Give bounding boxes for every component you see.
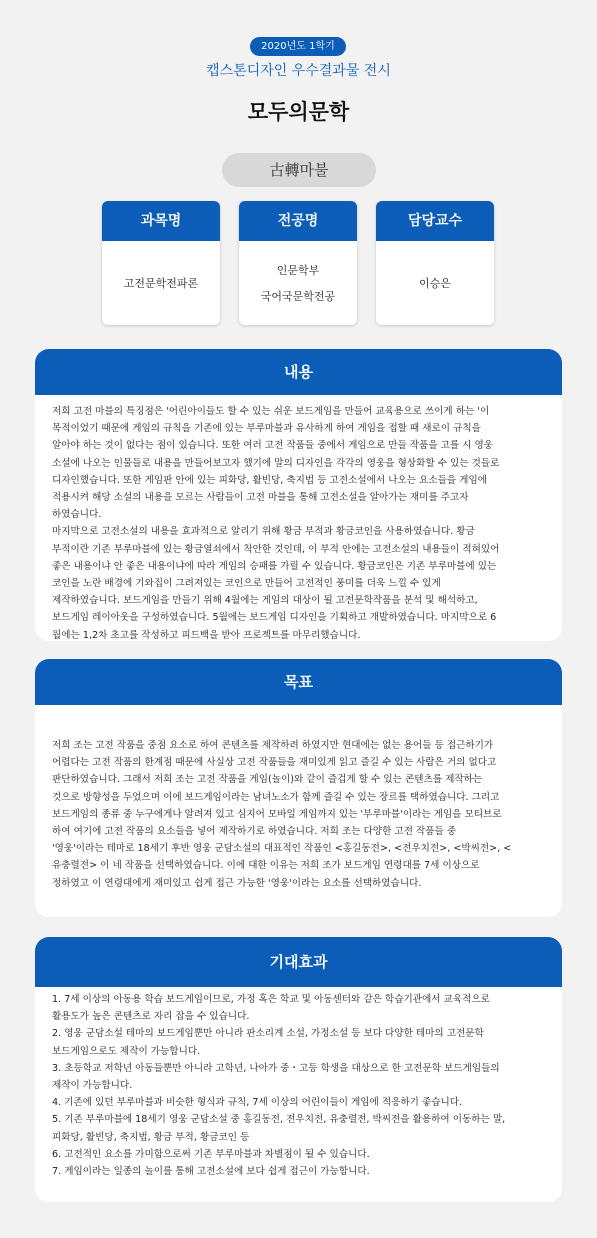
professor-card-label: 담당교수 [376, 201, 494, 241]
text-line: 7. 게임이라는 일종의 놀이를 통해 고전소설에 보다 쉽게 접근이 가능합니다. [52, 1166, 370, 1178]
content-section [35, 349, 562, 641]
header-area [0, 0, 597, 340]
goal-section [35, 659, 562, 917]
text-line: 정하였고 이 연령대에게 재미있고 쉽게 접근 가능한 '영웅'이라는 요소를 선택하였습니다. [52, 877, 422, 889]
text-line: 마지막으로 고전소설의 내용을 효과적으로 알리기 위해 황금 부적과 황금코인을 사용하였습니다. 황금 [52, 526, 475, 538]
text-line: 2. 영웅 군담소설 테마의 보드게임뿐만 아니라 판소리계 소설, 가정소설 등 보다 다양한 테마의 고전문학 [52, 1028, 484, 1040]
goal-section-text [35, 705, 562, 892]
text-line: 피화당, 활빈당, 축지법, 황금 부적, 황금코인 등 [52, 1131, 250, 1143]
effect-section-text [35, 987, 562, 1180]
exhibit-title: 캡스톤디자인 우수결과물 전시 [206, 63, 391, 79]
content-section-text [35, 395, 562, 641]
effect-section-title: 기대효과 [35, 937, 562, 987]
text-line: 알아야 하는 것이 없다는 점이 있습니다. 또한 여러 고전 작품들 중에서 게임으로 만들 작품을 고를 시 영웅 [52, 440, 494, 452]
text-line: 하여 여기에 고전 작품의 요소들을 넣어 제작하기로 하였습니다. 저희 조는 다양한 고전 작품들 중 [52, 826, 457, 838]
project-name-pill: 古轉마불 [222, 153, 376, 187]
text-line: 저희 고전 마블의 특징점은 '어린아이들도 할 수 있는 쉬운 보드게임을 만들어 교육용으로 쓰이게 하는 '이 [52, 406, 490, 417]
text-line: 3. 초등학교 저학년 아동들뿐만 아니라 고학년, 나아가 중・고등 학생을 대상으로 한 고전문학 보드게임들의 [52, 1062, 500, 1074]
course-card-body [102, 241, 220, 325]
text-line: 저희 조는 고전 작품을 중점 요소로 하여 콘텐츠를 제작하려 하였지만 현대에는 없는 용어들 등 접근하기가 [52, 740, 494, 751]
text-line: 목적이었기 때문에 게임의 규칙을 기존에 있는 부루마블과 유사하게 하여 게임을 접할 때 새로이 규칙을 [52, 423, 481, 435]
major-card-body [239, 241, 357, 325]
goal-section-title: 목표 [35, 659, 562, 705]
text-line: 유충렬전> 이 네 작품을 선택하였습니다. 이에 대한 이유는 저희 조가 보드게임 연령대를 7세 이상으로 [52, 860, 480, 872]
team-name: 모두의문학 [247, 100, 350, 124]
text-line: 소설에 나오는 인물들로 내용을 만들어보고자 했기에 말의 디자인을 각각의 영웅을 형상화할 수 있는 것들로 [52, 457, 500, 469]
text-line: 디자인했습니다. 또한 게임판 안에 있는 피화당, 활빈당, 축지법 등 고전소설에서 나오는 요소들을 게임에 [52, 474, 487, 486]
major-name: 국어국문학전공 [260, 290, 336, 303]
professor-card-body [376, 241, 494, 325]
course-card-label: 과목명 [102, 201, 220, 241]
professor-name: 이승은 [419, 277, 451, 290]
text-line: 하였습니다. [52, 509, 102, 521]
major-faculty: 인문학부 [276, 264, 320, 277]
professor-card [376, 201, 494, 325]
major-card-label: 전공명 [239, 201, 357, 241]
course-card [102, 201, 220, 325]
text-line: 5. 기존 부루마블에 18세기 영웅 군담소설 중 홍길동전, 전우치전, 유충렬전, 박씨전을 활용하여 이동하는 말, [52, 1114, 506, 1126]
text-line: '영웅'이라는 테마로 18세기 후반 영웅 군담소설의 대표적인 작품인 <홍길동전>, <전우치전>, <박씨전>, < [52, 843, 512, 855]
text-line: 어렵다는 고전 작품의 한계점 때문에 사실상 고전 작품들을 재미있게 읽고 즐길 수 있는 사람은 거의 없다고 [52, 757, 497, 769]
text-line: 활용도가 높은 콘텐츠로 자리 잡을 수 있습니다. [52, 1011, 250, 1023]
effect-section [35, 937, 562, 1202]
text-line: 6. 고전적인 요소를 가미함으로써 기존 부루마블과 차별점이 될 수 있습니다. [52, 1148, 370, 1160]
text-line: 월에는 1,2차 초고를 작성하고 피드백을 받아 프로젝트를 마무리했습니다. [52, 629, 361, 641]
text-line: 보드게임으로도 제작이 가능합니다. [52, 1045, 201, 1057]
text-line: 보드게임의 종류 중 누구에게나 알려져 있고 심지어 모바일 게임까지 있는 '부루마블'이라는 게임을 모티브로 [52, 808, 502, 820]
major-card [239, 201, 357, 325]
text-line: 판단하였습니다. 그래서 저희 조는 고전 작품을 게임(놀이)와 같이 즐겁게 할 수 있는 콘텐츠를 제작하는 [52, 774, 483, 786]
text-line: 것으로 방향성을 두었으며 이에 보드게임이라는 남녀노소가 함께 즐길 수 있는 장르를 택하였습니다. 그리고 [52, 791, 500, 803]
text-line: 부적이란 기존 부루마블에 있는 황금열쇠에서 착안한 것인데, 이 부적 안에는 고전소설의 내용들이 적혀있어 [52, 543, 500, 555]
text-line: 적용시켜 해당 소설의 내용을 모르는 사람들이 고전 마블을 통해 고전소설을 알아가는 재미를 주고자 [52, 492, 469, 504]
text-line: 제작이 가능합니다. [52, 1080, 133, 1092]
content-section-title: 내용 [35, 349, 562, 395]
text-line: 좋은 내용이냐 안 좋은 내용이냐에 따라 게임의 승패를 가릴 수 있습니다. 황금코인은 기존 부루마블에 있는 [52, 560, 497, 572]
semester-badge: 2020년도 1학기 [250, 37, 346, 56]
text-line: 4. 기존에 있던 부루마블과 비슷한 형식과 규칙, 7세 이상의 어린이들이 게임에 적응하기 좋습니다. [52, 1097, 463, 1109]
text-line: 1. 7세 이상의 아동용 학습 보드게임이므로, 가정 혹은 학교 및 아동센터와 같은 학습기관에서 교육적으로 [52, 994, 490, 1005]
text-line: 보드게임 레이아웃을 구성하였습니다. 5월에는 보드게임 디자인을 기획하고 개발하였습니다. 마지막으로 6 [52, 612, 497, 624]
course-name: 고전문학전파론 [123, 277, 199, 290]
text-line: 코인을 노란 배경에 기와집이 그려져있는 코인으로 만들어 고전적인 풍미를 더욱 느낄 수 있게 [52, 578, 441, 590]
text-line: 제작하였습니다. 보드게임을 만들기 위해 4월에는 게임의 대상이 될 고전문학작품을 분석 및 해석하고, [52, 595, 478, 607]
